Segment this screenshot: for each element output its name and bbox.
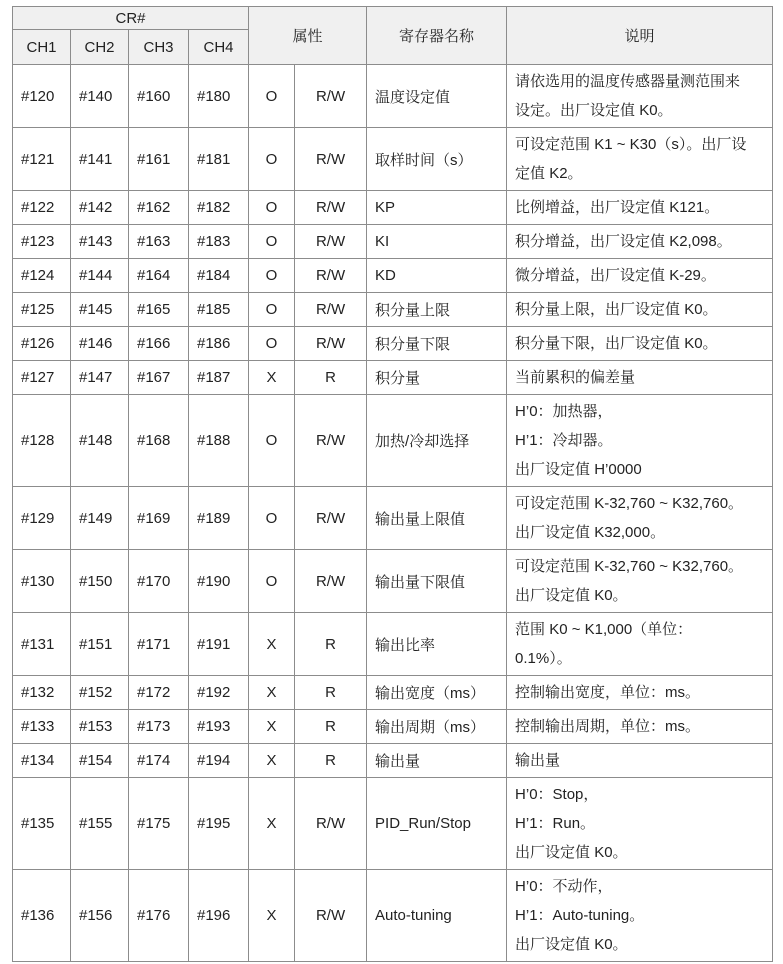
description-line: 控制输出周期，单位：ms。 (515, 718, 701, 735)
register-name-cell: 输出量上限值 (367, 487, 507, 550)
table-row (13, 870, 773, 962)
description-line: 0.1%）。 (515, 650, 572, 667)
latched-cell: O (249, 259, 295, 293)
cr-ch1-cell: #123 (13, 225, 71, 259)
description-line: 可设定范围 K1 ~ K30（s）。出厂设 (515, 136, 747, 153)
ch4-header: CH4 (189, 30, 249, 65)
description-line: 可设定范围 K-32,760 ~ K32,760。 (515, 558, 744, 575)
description-line: 请依选用的温度传感器量测范围来 (515, 73, 741, 90)
cr-ch1-cell: #136 (13, 870, 71, 962)
description-cell (507, 259, 773, 293)
description-cell (507, 293, 773, 327)
latched-cell: X (249, 613, 295, 676)
cr-ch3-cell: #174 (129, 744, 189, 778)
register-name-cell: 积分量上限 (367, 293, 507, 327)
access-cell: R/W (295, 191, 367, 225)
description-line: 当前累积的偏差量 (515, 369, 636, 386)
cr-ch3-cell: #165 (129, 293, 189, 327)
cr-ch4-cell: #181 (189, 128, 249, 191)
table-row (13, 613, 773, 676)
latched-cell: X (249, 778, 295, 870)
description-cell (507, 128, 773, 191)
access-cell: R (295, 613, 367, 676)
description-cell (507, 225, 773, 259)
cr-ch2-cell: #143 (71, 225, 129, 259)
access-cell: R/W (295, 327, 367, 361)
latched-cell: X (249, 361, 295, 395)
cr-ch4-cell: #190 (189, 550, 249, 613)
table-row (13, 487, 773, 550)
access-cell: R (295, 744, 367, 778)
cr-ch2-cell: #140 (71, 65, 129, 128)
cr-ch2-cell: #154 (71, 744, 129, 778)
table-row (13, 676, 773, 710)
cr-ch4-cell: #184 (189, 259, 249, 293)
cr-ch4-cell: #182 (189, 191, 249, 225)
ch3-header: CH3 (129, 30, 189, 65)
access-cell: R (295, 676, 367, 710)
cr-ch4-cell: #191 (189, 613, 249, 676)
table-row (13, 361, 773, 395)
description-header: 说明 (507, 7, 773, 65)
description-cell (507, 710, 773, 744)
register-name-cell: 输出比率 (367, 613, 507, 676)
description-line: 出厂设定值 K0。 (515, 936, 628, 953)
table-row (13, 128, 773, 191)
register-name-cell: KD (367, 259, 507, 293)
description-line: 输出量 (515, 752, 561, 769)
cr-ch2-cell: #146 (71, 327, 129, 361)
cr-ch2-cell: #153 (71, 710, 129, 744)
cr-ch1-cell: #127 (13, 361, 71, 395)
description-line: 控制输出宽度，单位：ms。 (515, 684, 701, 701)
description-line: H’0：Stop， (515, 786, 599, 803)
description-line: 比例增益，出厂设定值 K121。 (515, 199, 720, 216)
cr-ch4-cell: #180 (189, 65, 249, 128)
attribute-header: 属性 (249, 7, 367, 65)
cr-ch1-cell: #130 (13, 550, 71, 613)
cr-ch2-cell: #148 (71, 395, 129, 487)
latched-cell: X (249, 870, 295, 962)
description-cell (507, 191, 773, 225)
cr-ch3-cell: #160 (129, 65, 189, 128)
access-cell: R/W (295, 778, 367, 870)
ch2-header: CH2 (71, 30, 129, 65)
description-cell (507, 613, 773, 676)
latched-cell: O (249, 191, 295, 225)
ch1-header: CH1 (13, 30, 71, 65)
cr-register-table (12, 6, 773, 962)
description-cell (507, 870, 773, 962)
cr-ch3-cell: #173 (129, 710, 189, 744)
cr-ch1-cell: #122 (13, 191, 71, 225)
cr-ch3-cell: #163 (129, 225, 189, 259)
cr-ch1-cell: #124 (13, 259, 71, 293)
description-line: 微分增益，出厂设定值 K-29。 (515, 267, 716, 284)
description-line: 积分量上限，出厂设定值 K0。 (515, 301, 718, 318)
description-cell (507, 676, 773, 710)
description-line: H’1：Run。 (515, 815, 596, 832)
access-cell: R (295, 710, 367, 744)
table-row (13, 550, 773, 613)
description-cell (507, 395, 773, 487)
cr-ch3-cell: #175 (129, 778, 189, 870)
register-name-cell: 输出量下限值 (367, 550, 507, 613)
table-row (13, 778, 773, 870)
description-line: H’1：Auto-tuning。 (515, 907, 645, 924)
cr-ch1-cell: #129 (13, 487, 71, 550)
cr-ch4-cell: #187 (189, 361, 249, 395)
access-cell: R/W (295, 395, 367, 487)
cr-ch1-cell: #120 (13, 65, 71, 128)
description-line: H’0：加热器， (515, 403, 613, 420)
cr-ch4-cell: #192 (189, 676, 249, 710)
description-line: 可设定范围 K-32,760 ~ K32,760。 (515, 495, 744, 512)
cr-ch1-cell: #134 (13, 744, 71, 778)
cr-ch1-cell: #121 (13, 128, 71, 191)
cr-ch2-cell: #147 (71, 361, 129, 395)
description-cell (507, 487, 773, 550)
description-cell (507, 65, 773, 128)
latched-cell: X (249, 744, 295, 778)
cr-ch4-cell: #194 (189, 744, 249, 778)
access-cell: R/W (295, 293, 367, 327)
register-name-cell: 输出周期（ms） (367, 710, 507, 744)
cr-ch2-cell: #144 (71, 259, 129, 293)
description-line: 出厂设定值 K32,000。 (515, 524, 666, 541)
cr-ch1-cell: #128 (13, 395, 71, 487)
register-name-cell: KP (367, 191, 507, 225)
cr-ch2-cell: #156 (71, 870, 129, 962)
register-name-cell: PID_Run/Stop (367, 778, 507, 870)
cr-group-header: CR# (13, 7, 249, 30)
access-cell: R (295, 361, 367, 395)
register-name-cell: 输出宽度（ms） (367, 676, 507, 710)
table-row (13, 395, 773, 487)
access-cell: R/W (295, 259, 367, 293)
table-row (13, 293, 773, 327)
cr-ch1-cell: #133 (13, 710, 71, 744)
cr-ch1-cell: #135 (13, 778, 71, 870)
cr-ch3-cell: #170 (129, 550, 189, 613)
latched-cell: O (249, 487, 295, 550)
cr-ch3-cell: #161 (129, 128, 189, 191)
description-cell (507, 550, 773, 613)
table-row (13, 327, 773, 361)
register-table-body (13, 65, 773, 962)
cr-ch2-cell: #145 (71, 293, 129, 327)
cr-ch2-cell: #141 (71, 128, 129, 191)
latched-cell: O (249, 128, 295, 191)
description-cell (507, 361, 773, 395)
description-line: H’0：不动作， (515, 878, 613, 895)
cr-ch4-cell: #186 (189, 327, 249, 361)
cr-ch2-cell: #151 (71, 613, 129, 676)
cr-ch4-cell: #196 (189, 870, 249, 962)
cr-ch2-cell: #142 (71, 191, 129, 225)
cr-ch2-cell: #155 (71, 778, 129, 870)
cr-ch2-cell: #150 (71, 550, 129, 613)
cr-ch4-cell: #185 (189, 293, 249, 327)
cr-ch2-cell: #152 (71, 676, 129, 710)
register-name-cell: 积分量下限 (367, 327, 507, 361)
latched-cell: X (249, 676, 295, 710)
description-cell (507, 778, 773, 870)
table-row (13, 744, 773, 778)
register-name-header: 寄存器名称 (367, 7, 507, 65)
register-name-cell: 取样时间（s） (367, 128, 507, 191)
register-name-cell: Auto-tuning (367, 870, 507, 962)
cr-ch1-cell: #126 (13, 327, 71, 361)
access-cell: R/W (295, 225, 367, 259)
access-cell: R/W (295, 487, 367, 550)
cr-ch3-cell: #166 (129, 327, 189, 361)
cr-ch4-cell: #189 (189, 487, 249, 550)
cr-ch4-cell: #188 (189, 395, 249, 487)
cr-ch3-cell: #167 (129, 361, 189, 395)
cr-ch3-cell: #171 (129, 613, 189, 676)
table-row (13, 710, 773, 744)
register-name-cell: 积分量 (367, 361, 507, 395)
register-table-page (12, 6, 772, 962)
description-line: 积分增益，出厂设定值 K2,098。 (515, 233, 732, 250)
latched-cell: O (249, 327, 295, 361)
description-line: 范围 K0 ~ K1,000（单位： (515, 621, 693, 638)
cr-ch2-cell: #149 (71, 487, 129, 550)
cr-ch4-cell: #195 (189, 778, 249, 870)
access-cell: R/W (295, 128, 367, 191)
table-row (13, 225, 773, 259)
latched-cell: O (249, 225, 295, 259)
cr-ch3-cell: #164 (129, 259, 189, 293)
cr-ch1-cell: #131 (13, 613, 71, 676)
access-cell: R/W (295, 550, 367, 613)
cr-ch3-cell: #168 (129, 395, 189, 487)
table-row (13, 65, 773, 128)
description-line: 出厂设定值 K0。 (515, 587, 628, 604)
description-cell (507, 744, 773, 778)
cr-ch1-cell: #125 (13, 293, 71, 327)
description-cell (507, 327, 773, 361)
cr-ch3-cell: #172 (129, 676, 189, 710)
cr-ch3-cell: #169 (129, 487, 189, 550)
cr-ch4-cell: #193 (189, 710, 249, 744)
cr-ch3-cell: #176 (129, 870, 189, 962)
latched-cell: O (249, 395, 295, 487)
register-name-cell: 输出量 (367, 744, 507, 778)
access-cell: R/W (295, 65, 367, 128)
description-line: 设定。出厂设定值 K0。 (515, 102, 673, 119)
description-line: 出厂设定值 H’0000 (515, 461, 642, 478)
description-line: 出厂设定值 K0。 (515, 844, 628, 861)
register-name-cell: 温度设定值 (367, 65, 507, 128)
access-cell: R/W (295, 870, 367, 962)
description-line: H’1：冷却器。 (515, 432, 613, 449)
latched-cell: O (249, 293, 295, 327)
description-line: 定值 K2。 (515, 165, 583, 182)
cr-ch1-cell: #132 (13, 676, 71, 710)
description-line: 积分量下限，出厂设定值 K0。 (515, 335, 718, 352)
register-name-cell: KI (367, 225, 507, 259)
cr-ch3-cell: #162 (129, 191, 189, 225)
cr-ch4-cell: #183 (189, 225, 249, 259)
table-row (13, 259, 773, 293)
latched-cell: X (249, 710, 295, 744)
latched-cell: O (249, 550, 295, 613)
latched-cell: O (249, 65, 295, 128)
table-row (13, 191, 773, 225)
register-name-cell: 加热/冷却选择 (367, 395, 507, 487)
